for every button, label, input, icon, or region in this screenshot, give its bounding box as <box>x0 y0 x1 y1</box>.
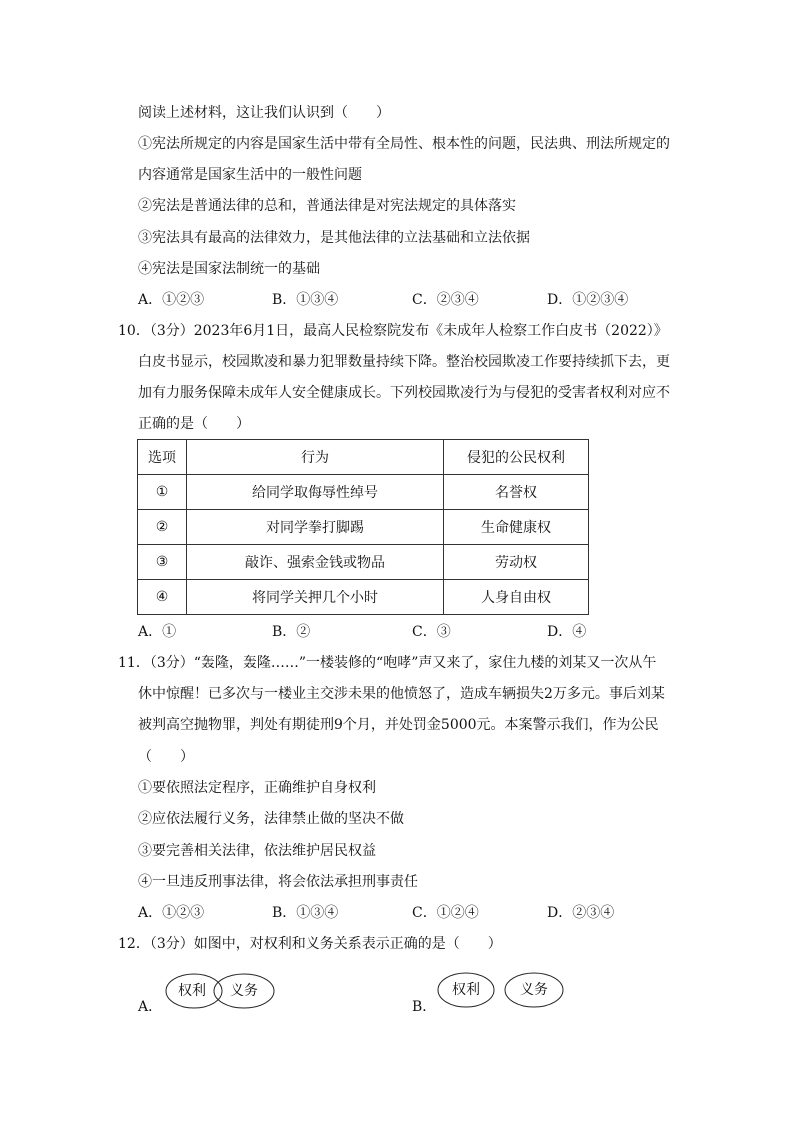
q10-line-4: 正确的是（ ） <box>138 416 250 432</box>
q12-b-right-label: 权利 <box>452 982 480 998</box>
q10-line-3: 加有力服务保障未成年人安全健康成长。下列校园欺凌行为与侵犯的受害者权利对应不 <box>138 385 670 401</box>
q11-statement-4: ④一旦违反刑事法律，将会依法承担刑事责任 <box>138 874 418 890</box>
row-behavior: 给同学取侮辱性绰号 <box>187 475 444 510</box>
q10-line-1: 10．（3分）2023年6月1日，最高人民检察院发布《未成年人检察工作白皮书（2022）》 <box>118 323 668 339</box>
q11-line-4: （ ） <box>138 749 194 765</box>
q9-option-b: B．①③④ <box>272 292 339 308</box>
row-option: ① <box>138 475 187 510</box>
row-option: ② <box>138 510 187 545</box>
q10-option-a: A．① <box>138 624 177 640</box>
row-right: 人身自由权 <box>444 580 589 615</box>
header-option: 选项 <box>138 440 187 475</box>
table-row <box>138 510 589 545</box>
q12-b-duty-label: 义务 <box>520 982 548 998</box>
row-behavior: 敲诈、强索金钱或物品 <box>187 545 444 580</box>
q12-option-b-label: B． <box>412 999 437 1015</box>
q10-option-c: C．③ <box>412 624 451 640</box>
row-behavior: 对同学拳打脚踢 <box>187 510 444 545</box>
q12-option-a-label: A． <box>138 999 163 1015</box>
row-right: 生命健康权 <box>444 510 589 545</box>
q9-stem: 阅读上述材料，这让我们认识到（ ） <box>138 105 390 121</box>
table-header-row <box>138 440 589 475</box>
q9-statement-3: ③宪法具有最高的法律效力，是其他法律的立法基础和立法依据 <box>138 230 530 246</box>
q10-line-2: 白皮书显示，校园欺凌和暴力犯罪数量持续下降。整治校园欺凌工作要持续抓下去，更 <box>138 354 670 370</box>
q11-line-3: 被判高空抛物罪，判处有期徒刑9个月，并处罚金5000元。本案警示我们，作为公民 <box>138 717 659 733</box>
q11-statement-3: ③要完善相关法律，依法维护居民权益 <box>138 843 376 859</box>
q10-table <box>137 439 589 615</box>
q9-statement-4: ④宪法是国家法制统一的基础 <box>138 261 320 277</box>
q9-statement-1b: 内容通常是国家生活中的一般性问题 <box>138 167 362 183</box>
q11-line-2: 休中惊醒！已多次与一楼业主交涉未果的他愤怒了，造成车辆损失2万多元。事后刘某 <box>138 686 665 702</box>
table-row <box>138 580 589 615</box>
q9-statement-2: ②宪法是普通法律的总和，普通法律是对宪法规定的具体落实 <box>138 198 516 214</box>
q10-option-d: D．④ <box>547 624 587 640</box>
row-option: ④ <box>138 580 187 615</box>
q12-stem: 12．（3分）如图中，对权利和义务关系表示正确的是（ ） <box>118 936 502 952</box>
header-right: 侵犯的公民权利 <box>444 440 589 475</box>
row-right: 名誉权 <box>444 475 589 510</box>
table-row <box>138 475 589 510</box>
q11-option-a: A．①②③ <box>138 905 205 921</box>
q11-option-b: B．①③④ <box>272 905 339 921</box>
q12-a-duty-label: 义务 <box>230 983 258 999</box>
q9-statement-1a: ①宪法所规定的内容是国家生活中带有全局性、根本性的问题，民法典、刑法所规定的 <box>138 136 670 152</box>
row-option: ③ <box>138 545 187 580</box>
q11-line-1: 11．（3分）“轰隆，轰隆……”一楼装修的“咆哮”声又来了，家住九楼的刘某又一次从午 <box>118 655 657 671</box>
row-behavior: 将同学关押几个小时 <box>187 580 444 615</box>
q9-option-a: A．①②③ <box>138 292 205 308</box>
q9-option-d: D．①②③④ <box>547 292 629 308</box>
table-row <box>138 545 589 580</box>
q9-option-c: C．②③④ <box>412 292 479 308</box>
q11-option-d: D．②③④ <box>547 905 615 921</box>
header-behavior: 行为 <box>187 440 444 475</box>
q11-statement-2: ②应依法履行义务，法律禁止做的坚决不做 <box>138 811 404 827</box>
q11-option-c: C．①②④ <box>412 905 479 921</box>
q11-statement-1: ①要依照法定程序，正确维护自身权利 <box>138 780 376 796</box>
q10-option-b: B．② <box>272 624 311 640</box>
row-right: 劳动权 <box>444 545 589 580</box>
q12-a-right-label: 权利 <box>178 983 206 999</box>
